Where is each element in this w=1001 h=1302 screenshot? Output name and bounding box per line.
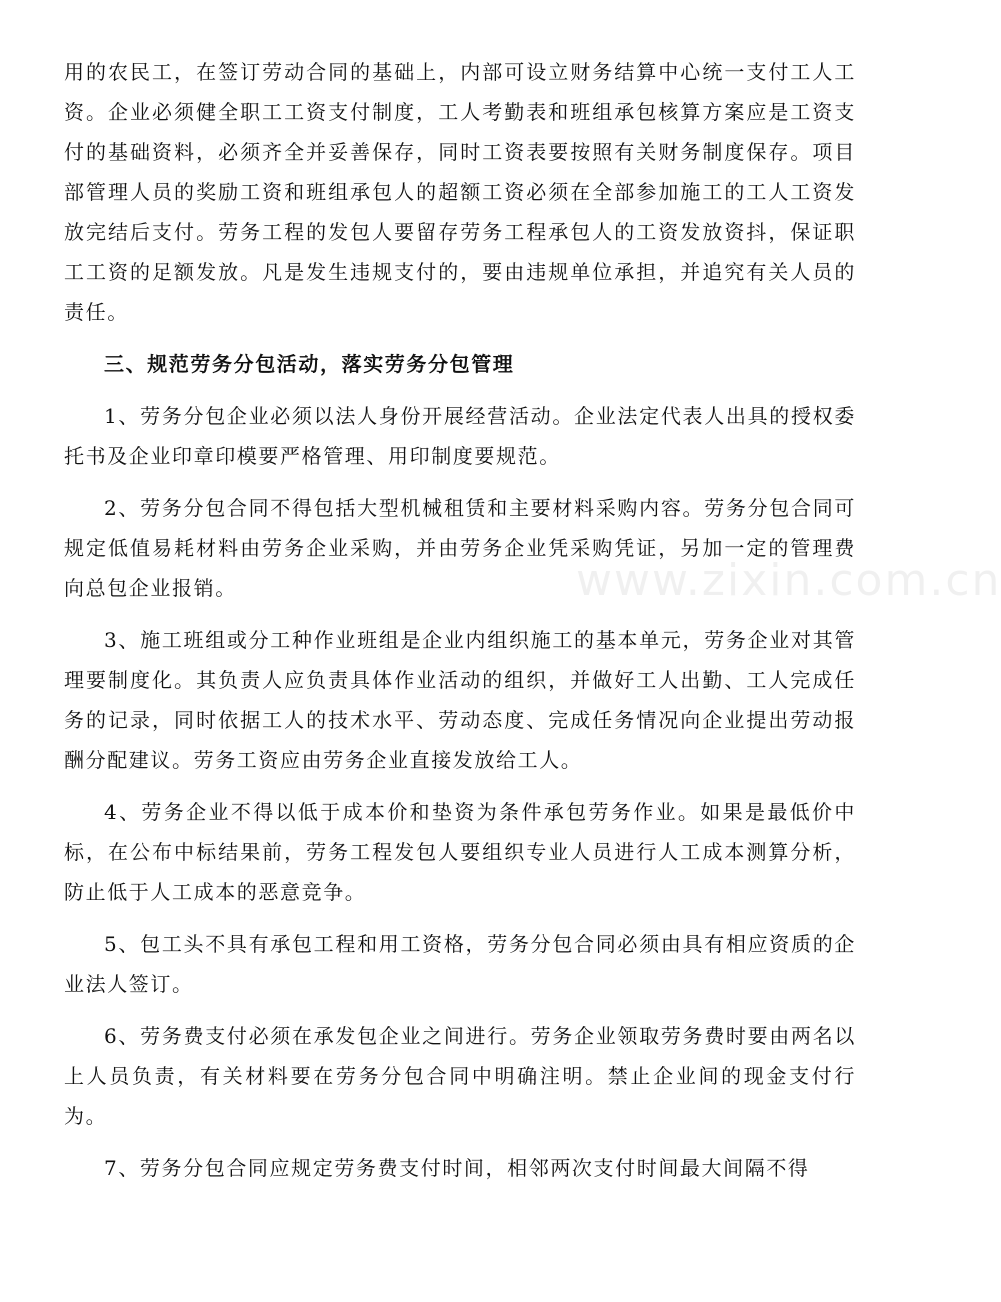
paragraph-wage-payment: 用的农民工，在签订劳动合同的基础上，内部可设立财务结算中心统一支付工人工资。企业必须健全职工工资支付制度，工人考勤表和班组承包核算方案应是工资支付的基础资料，必须齐全并妥善保存，同时工资表要按照有关财务制度保存。项目部管理人员的奖励工资和班组承包人的超额工资必须在全部参加施工的工人工资发放完结后支付。劳务工程的发包人要留存劳务工程承包人的工资发放资抖，保证职工工资的足额发放。凡是发生违规支付的，要由违规单位承担，并追究有关人员的责任。 bbox=[64, 60, 856, 324]
paragraph-item-1: 1、劳务分包企业必须以法人身份开展经营活动。企业法定代表人出具的授权委托书及企业印章印模要严格管理、用印制度要规范。 bbox=[64, 404, 856, 468]
paragraph-item-4: 4、劳务企业不得以低于成本价和垫资为条件承包劳务作业。如果是最低价中标，在公布中标结果前，劳务工程发包人要组织专业人员进行人工成本测算分析，防止低于人工成本的恶意竞争。 bbox=[64, 800, 856, 904]
document-body bbox=[64, 52, 856, 1200]
paragraph-item-7: 7、劳务分包合同应规定劳务费支付时间，相邻两次支付时间最大间隔不得 bbox=[104, 1156, 810, 1180]
paragraph-item-3: 3、施工班组或分工种作业班组是企业内组织施工的基本单元，劳务企业对其管理要制度化。其负责人应负责具体作业活动的组织，并做好工人出勤、工人完成任务的记录，同时依据工人的技术水平、劳动态度、完成任务情况向企业提出劳动报酬分配建议。劳务工资应由劳务企业直接发放给工人。 bbox=[64, 628, 856, 772]
paragraph-item-2: 2、劳务分包合同不得包括大型机械租赁和主要材料采购内容。劳务分包合同可规定低值易耗材料由劳务企业采购，并由劳务企业凭采购凭证，另加一定的管理费向总包企业报销。 bbox=[64, 496, 856, 600]
paragraph-item-5: 5、包工头不具有承包工程和用工资格，劳务分包合同必须由具有相应资质的企业法人签订。 bbox=[64, 932, 856, 996]
paragraph-item-6: 6、劳务费支付必须在承发包企业之间进行。劳务企业领取劳务费时要由两名以上人员负责，有关材料要在劳务分包合同中明确注明。禁止企业间的现金支付行为。 bbox=[64, 1024, 856, 1128]
section-heading-labor-subcontracting: 三、规范劳务分包活动，落实劳务分包管理 bbox=[104, 352, 515, 376]
watermark-text: www.zixin.com.cn bbox=[576, 555, 1001, 606]
